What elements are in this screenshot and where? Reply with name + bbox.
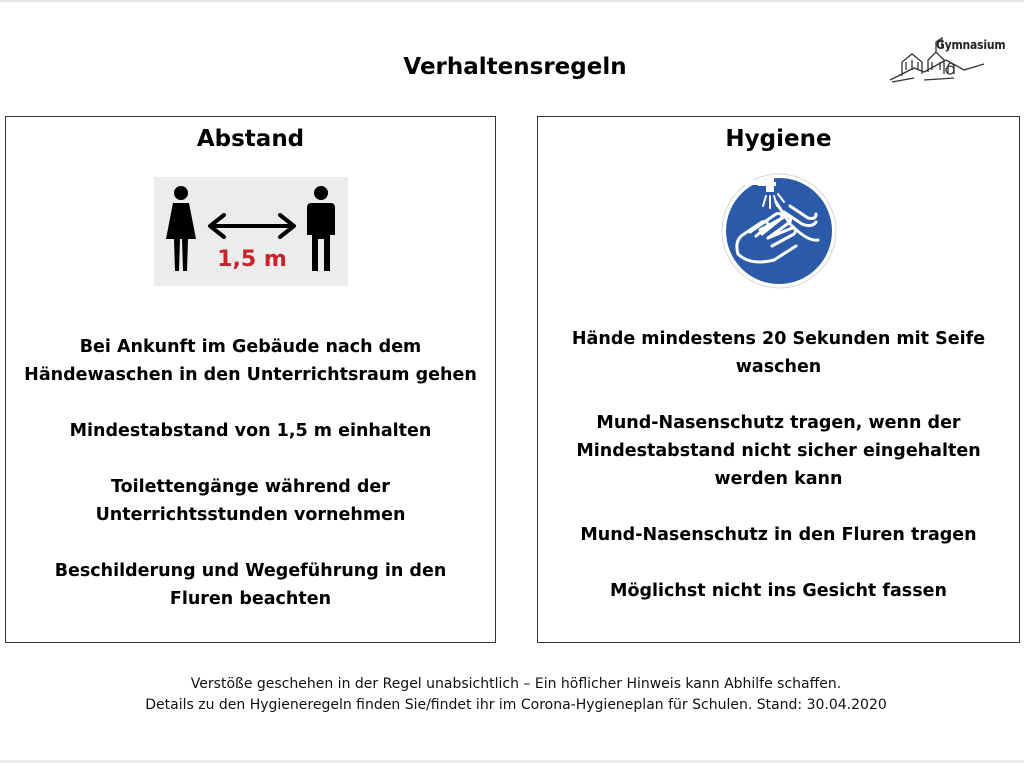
distance-heading: Abstand <box>196 126 305 152</box>
rule-min-distance: Mindestabstand von 1,5 m einhalten <box>69 421 432 441</box>
wash-hands-icon <box>716 172 842 290</box>
distance-people-icon <box>154 177 348 286</box>
rule-mask-distance: Mund-Nasenschutz tragen, wenn der Mindestabstand nicht sicher eingehalten werden kann <box>576 413 981 489</box>
rule-no-face-touch: Möglichst nicht ins Gesicht fassen <box>610 581 947 601</box>
rule-arrival: Bei Ankunft im Gebäude nach dem Händewaschen in den Unterrichtsraum gehen <box>24 337 477 385</box>
hygiene-heading: Hygiene <box>725 126 832 152</box>
footer-details: Details zu den Hygieneregeln finden Sie/findet ihr im Corona-Hygieneplan für Schulen. Stand: 30.04.2020 <box>145 697 887 713</box>
top-divider <box>0 0 1024 2</box>
footer-note: Verstöße geschehen in der Regel unabsichtlich – Ein höflicher Hinweis kann Abhilfe schaffen. <box>190 676 842 692</box>
hygiene-panel <box>537 116 1020 643</box>
hygiene-rules <box>538 325 1019 605</box>
distance-panel <box>5 116 496 643</box>
rule-signage: Beschilderung und Wegeführung in den Fluren beachten <box>54 561 447 609</box>
page-title: Verhaltensregeln <box>403 54 627 80</box>
distance-rules <box>6 333 495 613</box>
rule-handwashing: Hände mindestens 20 Sekunden mit Seife waschen <box>571 329 986 377</box>
logo-text: Gymnasium <box>936 38 1006 52</box>
rule-toilet: Toilettengänge während der Unterrichtsstunden vornehmen <box>95 477 406 525</box>
distance-label: 1,5 m <box>217 247 287 272</box>
rule-mask-corridors: Mund-Nasenschutz in den Fluren tragen <box>580 525 977 545</box>
